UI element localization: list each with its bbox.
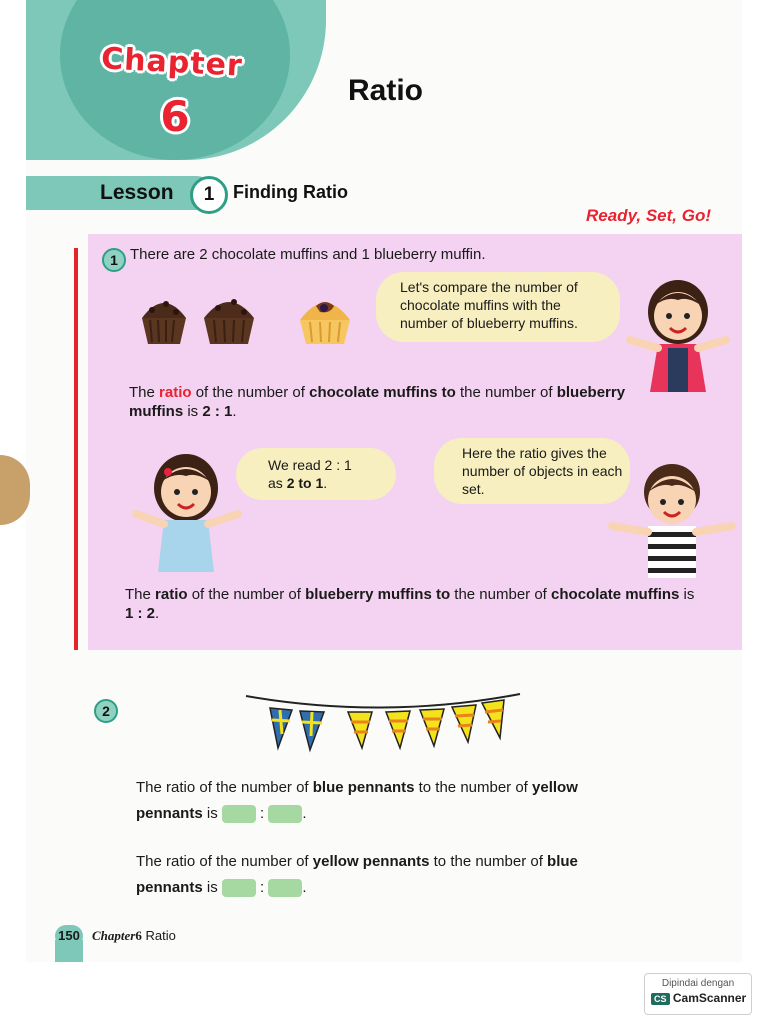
ready-set-go-tag: Ready, Set, Go!: [586, 206, 712, 225]
scanner-brand-row: [651, 991, 751, 1005]
text-fragment: .: [155, 605, 160, 622]
chapter-word: Chapter: [100, 41, 244, 84]
footer-chapter-title: Ratio: [145, 928, 176, 943]
text-fragment: the number of: [450, 586, 552, 603]
bold-term: yellow pennants: [136, 779, 578, 822]
answer-box[interactable]: [222, 805, 256, 823]
speech-bubble-read: [236, 448, 396, 500]
text-fragment: .: [232, 403, 237, 420]
text-fragment: is: [679, 586, 695, 603]
text-fragment: to the number of: [414, 779, 533, 796]
text-fragment: is: [202, 879, 222, 896]
ratio-separator: :: [260, 805, 265, 822]
problem1-number: 1: [102, 248, 126, 272]
footer-chapter: [92, 928, 176, 944]
page-title: Ratio: [348, 74, 423, 107]
problem2-line2: [136, 849, 636, 901]
pennant-garland-icon: [244, 690, 524, 754]
text-fragment: the number of: [455, 384, 557, 401]
text-fragment: .: [302, 805, 307, 822]
camscanner-logo-icon: CS: [651, 993, 670, 1005]
chocolate-muffin-icon: [134, 292, 194, 348]
ratio-value: 1 : 2: [125, 605, 156, 622]
ratio-1-to-2-sentence: [125, 585, 695, 623]
scanner-brand: CamScanner: [672, 991, 747, 1005]
answer-box[interactable]: [222, 879, 256, 897]
text-fragment: .: [302, 879, 307, 896]
bold-term: blue pennants: [136, 853, 578, 896]
text-fragment: The: [129, 384, 160, 401]
bold-term: yellow pennants: [312, 853, 430, 870]
girl-character-icon: [128, 448, 246, 574]
ratio-keyword: ratio: [159, 384, 192, 401]
problem1-accent-bar: [74, 248, 78, 650]
problem2-number: 2: [94, 699, 118, 723]
page-number: 150: [55, 925, 83, 947]
footer-chapter-label: Chapter: [92, 928, 136, 943]
speech-bubble-read-line2: [268, 474, 396, 492]
bold-term: blueberry muffins: [129, 384, 626, 420]
text-fragment: is: [202, 805, 222, 822]
blueberry-muffin-icon: [294, 292, 356, 348]
text-fragment: of the number of: [191, 384, 310, 401]
ratio-separator: :: [260, 879, 265, 896]
text-fragment: The ratio of the number of: [136, 779, 313, 796]
lesson-label: Lesson: [100, 181, 174, 204]
text-fragment: The: [125, 586, 156, 603]
lesson-number: 1: [190, 176, 228, 214]
answer-box[interactable]: [268, 805, 302, 823]
speech-bubble-compare: [376, 272, 620, 342]
bold-term: chocolate muffins to: [309, 384, 456, 401]
answer-box[interactable]: [268, 879, 302, 897]
lesson-name: Finding Ratio: [233, 182, 348, 202]
problem1-statement: There are 2 chocolate muffins and 1 blueberry muffin.: [130, 246, 486, 263]
boy-character-icon: [604, 456, 738, 580]
text-fragment: as: [268, 475, 287, 491]
text-fragment: .: [323, 475, 328, 491]
chocolate-muffin-icon: [198, 292, 260, 348]
footer-chapter-number: 6: [135, 928, 142, 943]
bold-term: blue pennants: [312, 779, 415, 796]
scanner-caption: Dipindai dengan: [661, 978, 735, 989]
girl-character-icon: [622, 274, 734, 394]
bold-term: blueberry muffins to: [305, 586, 451, 603]
chapter-number: 6: [160, 92, 190, 141]
ratio-2-to-1-sentence: [129, 383, 629, 421]
speech-bubble-ratio-meaning: [434, 438, 630, 504]
bold-term: chocolate muffins: [551, 586, 680, 603]
ratio-keyword: ratio: [155, 586, 188, 603]
text-fragment: to the number of: [429, 853, 548, 870]
speech-bubble-ratio-meaning-text: Here the ratio gives the number of objects in each set.: [462, 445, 623, 497]
ratio-value: 2 : 1: [202, 403, 233, 420]
text-fragment: is: [183, 403, 203, 420]
speech-bubble-compare-text: Let's compare the number of chocolate muffins with the number of blueberry muffins.: [400, 279, 578, 331]
bold-term: 2 to 1: [286, 475, 324, 491]
text-fragment: of the number of: [187, 586, 306, 603]
speech-bubble-read-line1: We read 2 : 1: [268, 457, 352, 473]
problem2-line1: [136, 775, 636, 827]
camscanner-watermark: [644, 973, 752, 1015]
text-fragment: The ratio of the number of: [136, 853, 313, 870]
